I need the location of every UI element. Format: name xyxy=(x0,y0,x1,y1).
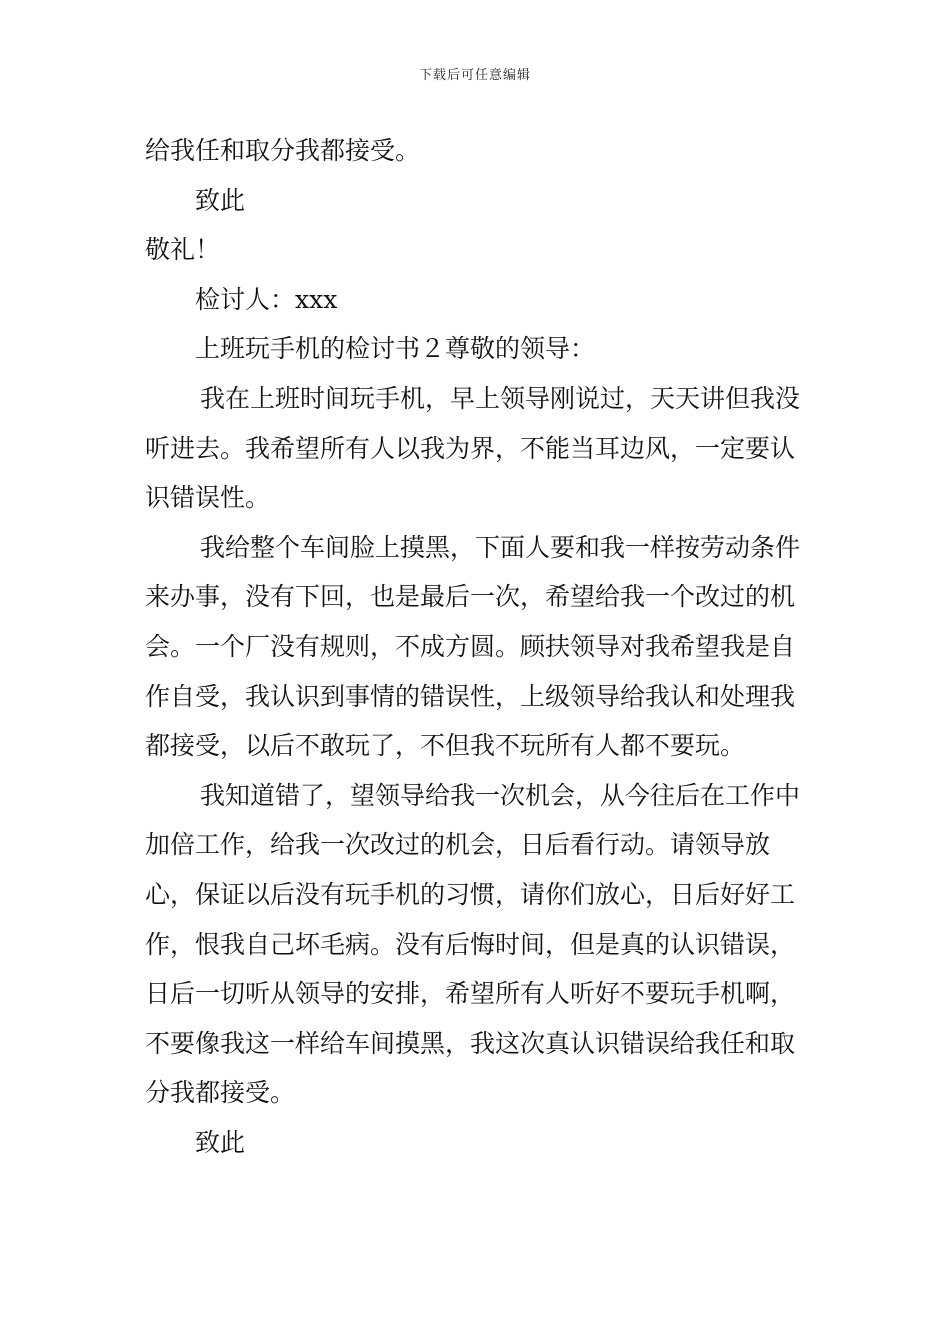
body-paragraph-1: 我在上班时间玩手机，早上领导刚说过，天天讲但我没听进去。我希望所有人以我为界，不能当耳边风，一定要认识错误性。 xyxy=(145,383,801,513)
closing-salutation: 致此 xyxy=(195,185,246,215)
signature-line: 检讨人：xxx xyxy=(195,284,338,314)
document-title-greeting: 上班玩手机的检讨书２尊敬的领导： xyxy=(195,334,596,364)
body-paragraph-2: 我给整个车间脸上摸黑，下面人要和我一样按劳动条件来办事，没有下回，也是最后一次，希望给我一个改过的机会。一个厂没有规则，不成方圆。顾扶领导对我希望我是自作自受，我认识到事情的错误性，上级领导给我认和处理我都接受，以后不敢玩了，不但我不玩所有人都不要玩。 xyxy=(145,532,801,761)
document-body xyxy=(145,126,807,1167)
closing-regards: 敬礼！ xyxy=(145,235,221,265)
closing-salutation-2: 致此 xyxy=(195,1127,246,1157)
paragraph-continuation: 给我任和取分我都接受。 xyxy=(145,136,421,165)
body-paragraph-3: 我知道错了，望领导给我一次机会，从今往后在工作中加倍工作，给我一次改过的机会，日后看行动。请领导放心，保证以后没有玩手机的习惯，请你们放心，日后好好工作，恨我自己坏毛病。没有后悔时间，但是真的认识错误，日后一切听从领导的安排，希望所有人听好不要玩手机啊，不要像我这一样给车间摸黑，我这次真认识错误给我任和取分我都接受。 xyxy=(145,780,801,1108)
page-header: 下载后可任意编辑 xyxy=(418,68,531,83)
